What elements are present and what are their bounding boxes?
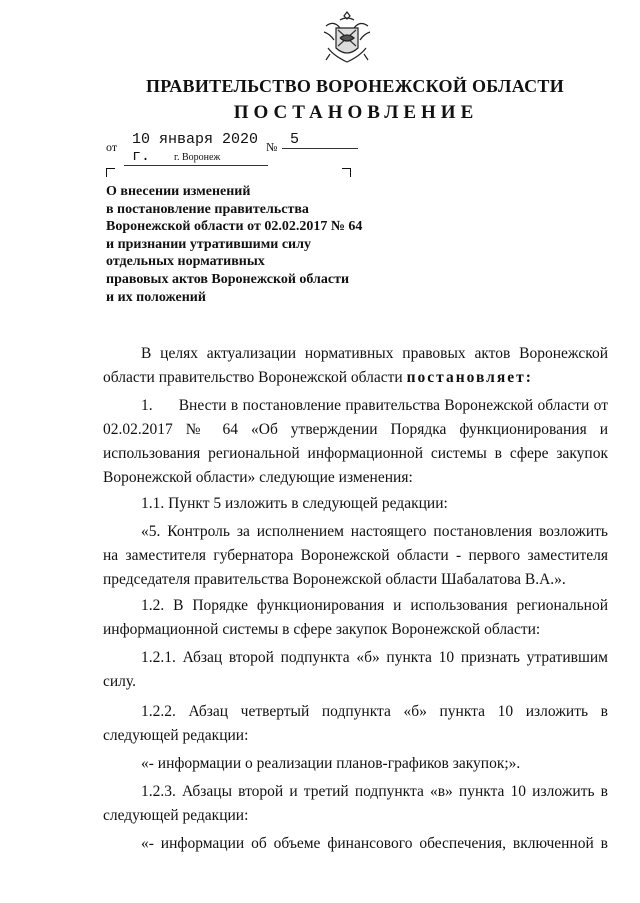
- subject-line: О внесении изменений: [106, 184, 251, 199]
- document-date: 10 января 2020 г.: [124, 131, 268, 166]
- document-type-title: ПОСТАНОВЛЕНИЕ: [233, 102, 479, 123]
- right-bracket-mark: [342, 168, 351, 177]
- subject-line: правовых актов Воронежской области: [106, 271, 350, 287]
- item-1-paragraph: [103, 394, 608, 490]
- item-1-2-2-paragraph: 1.2.2. Абзац четвертый подпункта «б» пункта 10 изложить в следующей редакции:: [103, 703, 608, 744]
- subject-line: в постановление правительства: [106, 201, 309, 217]
- quote-item-5-paragraph: «5. Контроль за исполнением настоящего постановления возложить на заместителя губернатора Воронежской области - первого заместителя председателя правительства Воронежской области Шабалатова В.А.».: [103, 523, 608, 588]
- city-name: г. Воронеж: [174, 152, 221, 163]
- decree-verb: постановляет:: [406, 369, 533, 386]
- preamble-text: В целях актуализации нормативных правовых актов Воронежской области правительство Воронежской области: [103, 345, 608, 386]
- item-1-2-paragraph: 1.2. В Порядке функционирования и использования региональной информационной системы в сфере закупок Воронежской области:: [103, 597, 608, 638]
- left-bracket-mark: [106, 168, 115, 177]
- item-1-2-3-paragraph: 1.2.3. Абзацы второй и третий подпункта «в» пункта 10 изложить в следующей редакции:: [103, 783, 608, 824]
- item-1-1-paragraph: 1.1. Пункт 5 изложить в следующей редакции:: [141, 495, 448, 512]
- number-prefix: №: [266, 140, 278, 154]
- document-number: 5: [282, 131, 358, 149]
- document-subject: [106, 183, 396, 306]
- date-prefix: от: [106, 140, 118, 154]
- preamble-paragraph: [103, 342, 608, 390]
- organization-name: ПРАВИТЕЛЬСТВО ВОРОНЕЖСКОЙ ОБЛАСТИ: [145, 76, 565, 96]
- item-text: Внести в постановление правительства Воронежской области от 02.02.2017 № 64 «Об утверждении Порядка функционирования и использования региональной информационной системы в сфере закупок Воронежской области» следующие изменения:: [103, 397, 609, 486]
- subject-line: и их положений: [106, 289, 206, 305]
- subject-line: отдельных нормативных: [106, 254, 265, 270]
- item-number: 1.: [141, 397, 153, 414]
- quote-plans-paragraph: «- информации о реализации планов-графиков закупок;».: [141, 755, 521, 772]
- quote-finance-paragraph: «- информации об объеме финансового обеспечения, включенной в: [141, 835, 608, 852]
- coat-of-arms-emblem: [318, 8, 376, 68]
- subject-line: Воронежской области от 02.02.2017 № 64: [106, 219, 363, 235]
- item-1-2-1-paragraph: 1.2.1. Абзац второй подпункта «б» пункта 10 признать утратившим силу.: [103, 649, 608, 690]
- subject-line: и признании утратившими силу: [106, 236, 311, 252]
